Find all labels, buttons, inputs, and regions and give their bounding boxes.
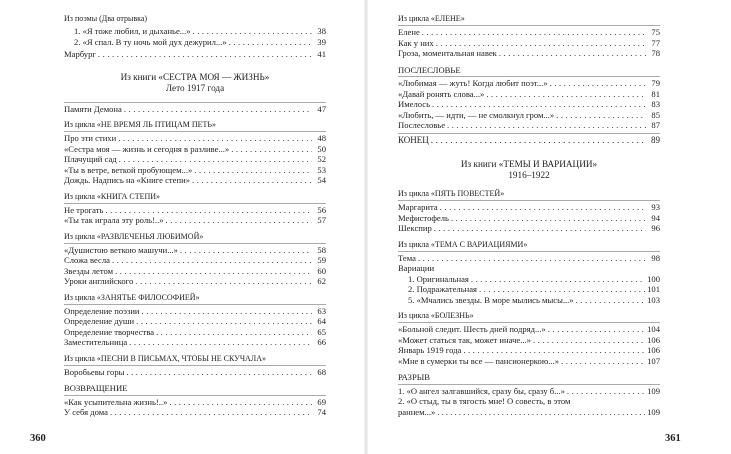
toc-entry: 2. Подражательная . . . 101 [398,284,660,295]
toc-entry: 1. «О ангел залгавшийся, сразу бы, сразу б...» . . . 109 [398,386,660,397]
toc-entry: Заместительница . . . 66 [64,337,326,348]
toc-entry: «Любимая — жуть! Когда любит поэт...» . . . 79 [398,78,660,89]
toc-entry: Памяти Демона . . . 47 [64,102,326,115]
toc-entry: «Может статься так, может иначе...» . . . 106 [398,335,660,346]
toc-entry: Сложа весла . . . 59 [64,255,326,266]
toc-entry: «Любить, — идти, — не смолкнул гром...» . . . 85 [398,110,660,121]
book-subtitle: 1916–1922 [508,170,550,180]
toc-entry: У себя дома . . . 74 [64,407,326,418]
section-heading: ПОСЛЕСЛОВЬЕ [398,65,660,78]
page-number-left: 360 [30,433,46,444]
toc-entry: «Больной следит. Шесть дней подряд...» . . . 104 [398,324,660,335]
book-subtitle: Лето 1917 года [165,82,225,93]
toc-entry: Определение поэзии . . . 63 [64,306,326,317]
toc-entry: Определение души . . . 64 [64,316,326,327]
section-heading: ВОЗВРАЩЕНИЕ [64,383,326,396]
toc-entry: Тема . . . 98 [398,253,660,264]
toc-entry: Плачущий сад . . . 52 [64,154,326,165]
toc-entry-line: 2. «О стыд, ты в тягость мне! О совесть, в этом [398,396,571,406]
cycle-title: Из цикла «ЗАНЯТЬЕ ФИЛОСОФИЕЙ» [64,293,326,305]
toc-entry: Январь 1919 года . . . 106 [398,345,660,356]
toc-entry: «Душистою веткою машучи...» . . . 58 [64,245,326,256]
cycle-title: Из цикла «НЕ ВРЕМЯ ЛЬ ПТИЦАМ ПЕТЬ» [64,120,326,132]
cycle-title: Из цикла «ТЕМА С ВАРИАЦИЯМИ» [398,240,660,252]
toc-entry: Звезды летом . . . 60 [64,266,326,277]
toc-entry: «Сестра моя — жизнь и сегодня в разливе...» . . . 50 [64,144,326,155]
toc-entry: КОНЕЦ . . . 89 [398,133,660,146]
section-title: Из поэмы (Два отрывка) [64,14,148,23]
toc-entry: Воробьевы горы . . . 68 [64,367,326,378]
toc-entry: Как у них . . . 77 [398,38,660,49]
section-heading: РАЗРЫВ [398,372,660,385]
cycle-title: Из цикла «РАЗВЛЕЧЕНЬЯ ЛЮБИМОЙ» [64,232,326,244]
toc-entry: Гроза, моментальная навек . . . 78 [398,48,660,59]
toc-entry: раннем...» . . . 109 [398,407,660,418]
toc-entry: Шекспир . . . 96 [398,223,660,234]
variations-label: Вариации [398,263,435,273]
toc-entry: «Мне в сумерки ты все — пансионеркою...» . . . 107 [398,356,660,367]
toc-entry: Имелось . . . 83 [398,99,660,110]
toc-entry: Елене . . . 75 [398,27,660,38]
toc-entry: Уроки английского . . . 62 [64,276,326,287]
toc-entry: «Как усыпительна жизнь!..» . . . 69 [64,397,326,408]
toc-entry: 1. Оригинальная . . . 100 [398,274,660,285]
toc-entry: Послесловье . . . 87 [398,120,660,131]
right-page [398,14,660,454]
toc-entry: 5. «Мчались звезды. В море мылись мысы...» . . . 103 [398,295,660,306]
toc-entry: Дождь. Надпись на «Книге степи» . . . 54 [64,175,326,186]
toc-entry: Маргарита . . . 93 [398,202,660,213]
book-title: Из книги «ТЕМЫ И ВАРИАЦИИ» [460,159,598,169]
toc-entry: 1. «Я тоже любил, и дыханье...» . . . 38 [64,26,326,37]
toc-entry: Про эти стихи . . . 48 [64,133,326,144]
toc-entry: Не трогать . . . 56 [64,205,326,216]
toc-entry: Мефистофель . . . 94 [398,213,660,224]
toc-entry: Определение творчества . . . 65 [64,327,326,338]
cycle-title: Из цикла «БОЛЕЗНЬ» [398,311,660,323]
cycle-title: Из цикла «КНИГА СТЕПИ» [64,192,326,204]
toc-entry: 2. «Я спал. В ту ночь мой дух дежурил...» . . . 39 [64,37,326,48]
toc-entry: «Давай ронять слова...» . . . 81 [398,89,660,100]
cycle-title: Из цикла «ЕЛЕНЕ» [398,14,660,26]
left-page [64,14,326,454]
book-gutter [364,0,368,454]
page-number-right: 361 [665,433,681,444]
toc-entry: Марбург . . . 41 [64,49,326,60]
cycle-title: Из цикла «ПЕСНИ В ПИСЬМАХ, ЧТОБЫ НЕ СКУЧАЛА» [64,354,326,366]
toc-entry: «Ты так играла эту роль!..» . . . 57 [64,215,326,226]
toc-entry: «Ты в ветре, веткой пробующем...» . . . 53 [64,165,326,176]
cycle-title: Из цикла «ПЯТЬ ПОВЕСТЕЙ» [398,189,660,201]
book-title: Из книги «СЕСТРА МОЯ — ЖИЗНЬ» [120,71,270,82]
